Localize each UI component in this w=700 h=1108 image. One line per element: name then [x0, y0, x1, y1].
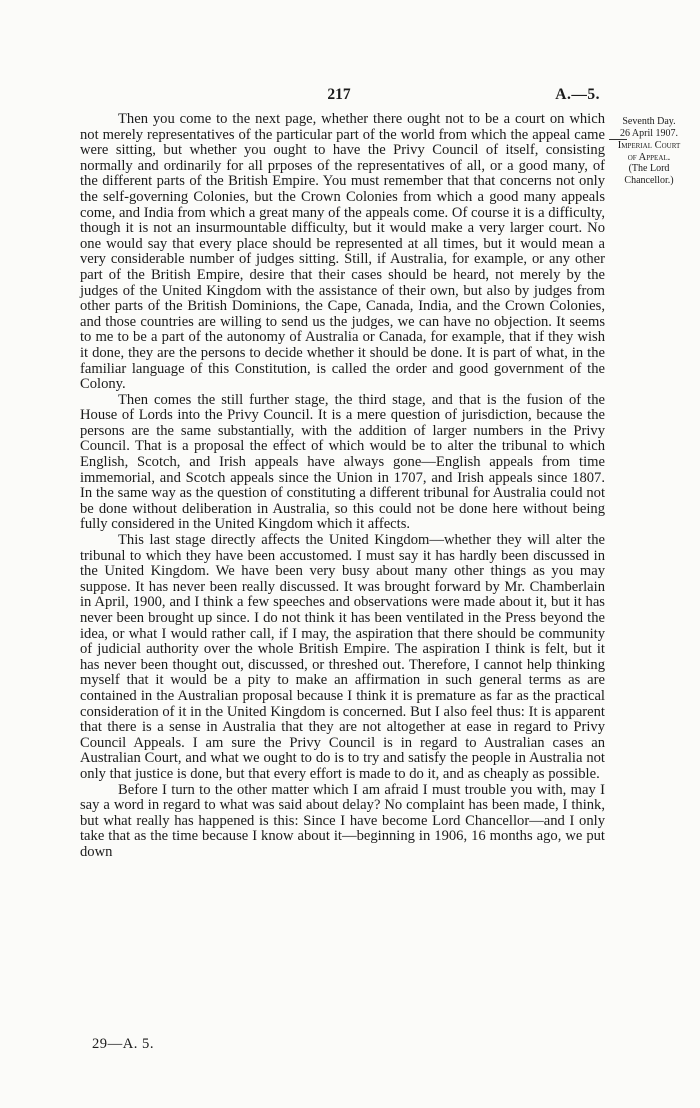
- paragraph-2: Then comes the still further stage, the third stage, and that is the fusion of the House of Lords into the Privy Council. It is a mere question of jurisdiction, because the persons are the same substantially, with the addition of larger numbers in the Privy Council. That is a proposal the effect of which would be to alter the tribunal to which English, Scotch, and Irish appeals have always gone—English appeals from time immemorial, and Scotch appeals since the Union in 1707, and Irish appeals since 1807. In the same way as the question of constituting a different tribunal for Australia could not be done without deliberation in Australia, so this could not be done here without being fully considered in the United Kingdom which it affects.: [80, 391, 605, 533]
- margin-court-subtitle: of Appeal.: [627, 151, 671, 163]
- paragraph-4: Before I turn to the other matter which I am afraid I must trouble you with, may I say a word in regard to what was said about delay? No complaint has been made, I think, but what really has happened is this: Since I have become Lord Chancellor—and I only take that as the time because I know about it—beginning in 1906, 16 months ago, we put down: [80, 781, 605, 860]
- margin-court-title: Imperial Court: [617, 140, 681, 151]
- page-header: [78, 86, 600, 104]
- margin-speaker: (The Lord: [628, 163, 670, 174]
- margin-note: [609, 116, 689, 186]
- margin-date: 26 April 1907.: [619, 127, 679, 139]
- body-text: [80, 112, 605, 861]
- page-number: 217: [327, 86, 351, 103]
- margin-day: Seventh Day.: [622, 116, 676, 127]
- paragraph-3: This last stage directly affects the United Kingdom—whether they will alter the tribunal to which they have been accustomed. I must say it has hardly been discussed in the United Kingdom. We have been very busy about many other things as you may suppose. It has never been really discussed. It was brought forward by Mr. Chamberlain in April, 1900, and I think a few speeches and observations were made about it, but it has never been brought up since. I do not think it has been ventilated in the Press beyond the idea, or what I would rather call, if I may, the aspiration that there should be community of judicial authority over the whole British Empire. The aspiration I think is felt, but it has never been thought out, discussed, or threshed out. Therefore, I cannot help thinking myself that it would be a pity to make an affirmation in such general terms as are contained in the Australian proposal because I think it is premature as far as the practical consideration of it in the United Kingdom is concerned. But I also feel thus: It is apparent that there is a sense in Australia that they are not altogether at ease in regard to Privy Council Appeals. I am sure the Privy Council is in regard to Australian cases an Australian Court, and what we ought to do is to try and satisfy the people in Australia not only that justice is done, but that every effort is made to do it, and as cheaply as possible.: [80, 532, 605, 782]
- printer-signature: 29—A. 5.: [92, 1036, 154, 1052]
- margin-speaker-cont: Chancellor.): [624, 174, 674, 186]
- paragraph-1: Then you come to the next page, whether there ought not to be a court on which not merely representatives of the particular part of the world from which the appeal came were sitting, but whether you ought to have the Privy Council of itself, consisting normally and ordinarily for all prposes of the representatives of all, or a good many, of the different parts of the British Empire. You must remember that that concerns not only the self-governing Colonies, but the Crown Colonies from which a good many appeals come, and India from which a great many of the appeals come. Of course it is a difficulty, though it is not an insurmountable difficulty, but it would make a very larger court. No one would say that every place should be represented at all times, but it would mean a very considerable number of judges sitting. Still, if Australia, for example, or any other part of the British Empire, desire that their cases should be heard, not merely by the judges of the United Kingdom with the assistance of their own, but also by judges from other parts of the British Dominions, the Cape, Canada, India, and the Crown Colonies, and those countries are willing to send us the judges, we can have no objection. It seems to me to be a part of the autonomy of Australia or Canada, for example, that if they wish it done, they are the persons to decide whether it should be done. It is part of what, in the familiar language of this Constitution, is called the order and good government of the Colony.: [80, 111, 605, 393]
- document-reference: A.—5.: [555, 86, 600, 103]
